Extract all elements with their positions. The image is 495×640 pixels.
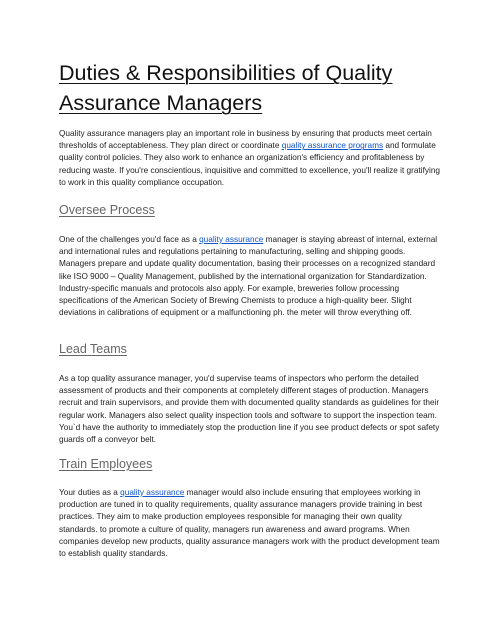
oversee-process-paragraph <box>59 234 441 319</box>
train-employees-heading: Train Employees <box>59 457 153 471</box>
train-employees-paragraph <box>59 487 441 560</box>
oversee-process-text-end: manager is staying abreast of internal, external and international rules and regulations pertaining to manufacturing, selling and shipping goods. Managers prepare and update quality documentation, basing their processes on a recognized standard like ISO 9000 – Quality Management, published by the international organization for Standardization. Industry-specific manuals and protocols also apply. For example, breweries follow processing specifications of the American Society of Brewing Chemists to produce a high-quality beer. Slight deviations in calibrations of equipment or a malfunctioning ph. the meter will throw everything off. <box>59 235 438 318</box>
oversee-process-text-start: One of the challenges you'd face as a <box>59 235 200 244</box>
train-employees-text-end: manager would also include ensuring that employees working in production are tuned in to quality requirements, quality assurance managers provide training in best practices. They aim to make production employees responsible for managing their own quality standards. to promote a culture of quality, managers run awareness and award programs. When companies develop new products, quality assurance managers work with the product development team to establish quality standards. <box>59 488 440 559</box>
intro-text-end: and formulate quality control policies. They also work to enhance an organization's efficiency and profitableness by reducing waste. If you're conscientious, inquisitive and committed to excellence, you'll realize it gratifying to work in this quality compliance occupation. <box>59 141 441 187</box>
intro-paragraph <box>59 128 441 189</box>
quality-assurance-link-2[interactable]: quality assurance <box>120 488 185 497</box>
intro-text-start: Quality assurance managers play an important role in business by ensuring that products meet certain thresholds of acceptableness. They plan direct or coordinate <box>59 129 432 151</box>
oversee-process-heading: Oversee Process <box>59 203 155 217</box>
lead-teams-paragraph: As a top quality assurance manager, you'd supervise teams of inspectors who perform the detailed assessment of products and their components at completely different stages of production. Managers recruit and train supervisors, and provide them with documented quality standards as guidelines for their regular work. Managers also select quality inspection tools and software to support the inspection team. You`d have the authority to immediately stop the production line if you see product defects or spot safety guards off a conveyor belt. <box>59 374 440 445</box>
train-employees-text-start: Your duties as a <box>59 488 121 497</box>
quality-assurance-programs-link[interactable]: quality assurance programs <box>281 141 384 151</box>
document-title: Duties & Responsibilities of Quality Assurance Managers <box>59 61 393 115</box>
quality-assurance-link[interactable]: quality assurance <box>199 235 264 244</box>
lead-teams-heading: Lead Teams <box>59 342 127 356</box>
